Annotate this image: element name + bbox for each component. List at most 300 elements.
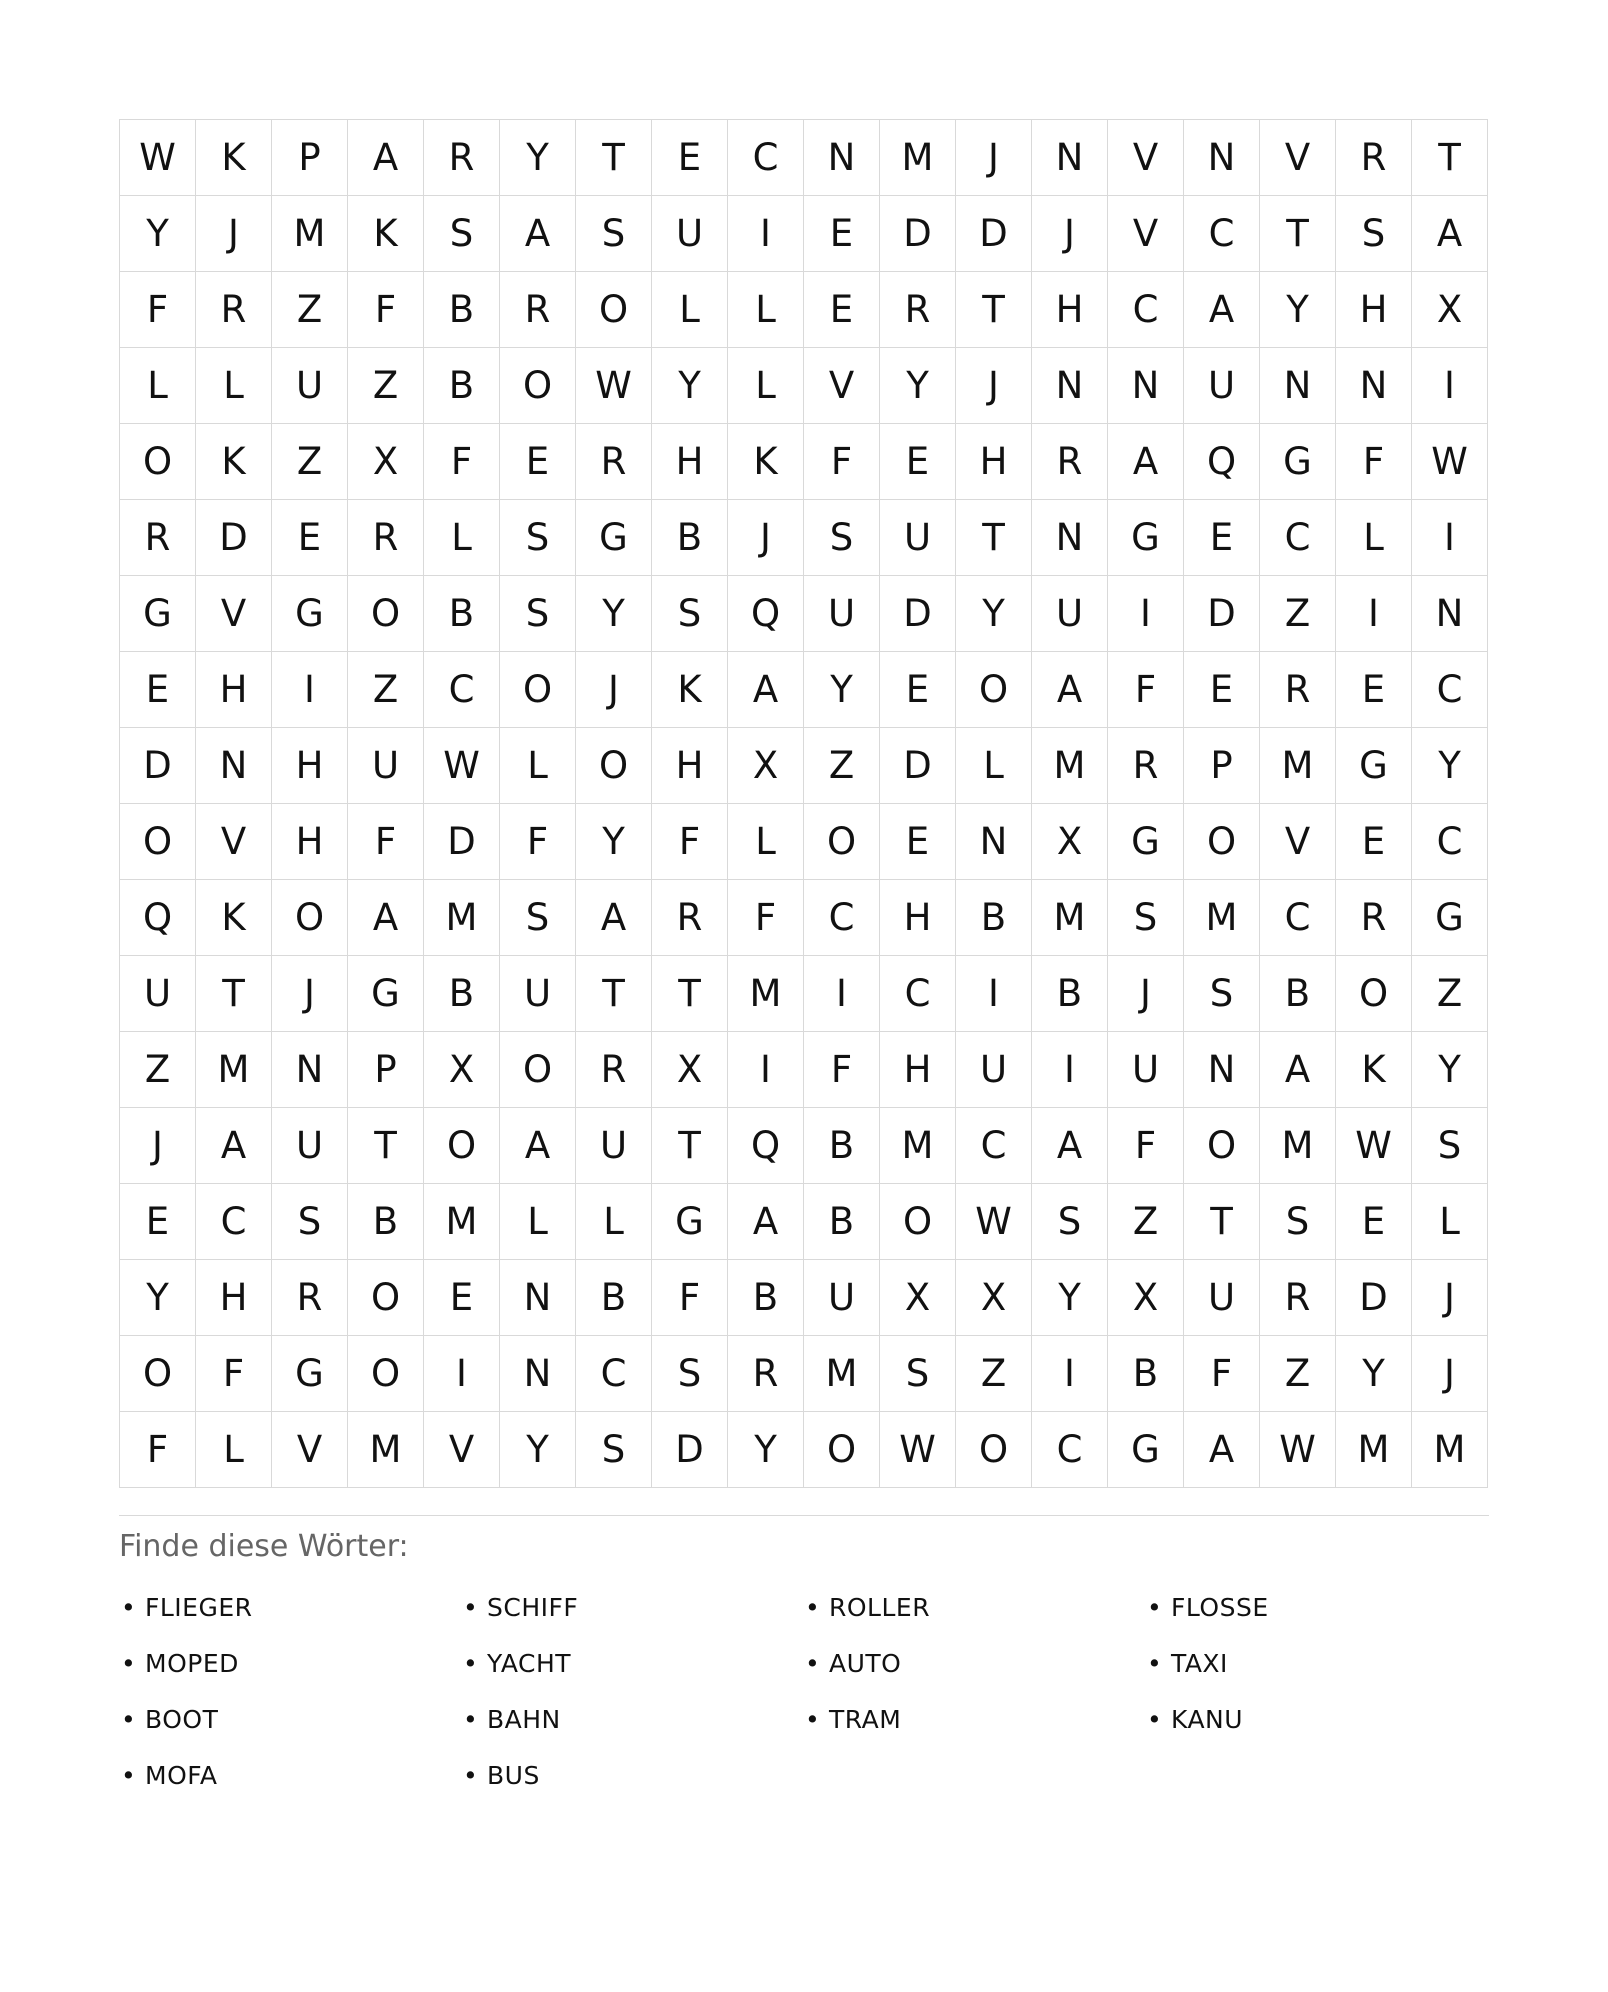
grid-cell[interactable]: S bbox=[424, 196, 500, 272]
grid-cell[interactable]: B bbox=[1032, 956, 1108, 1032]
grid-cell[interactable]: F bbox=[348, 272, 424, 348]
grid-cell[interactable]: M bbox=[348, 1412, 424, 1488]
grid-cell[interactable]: O bbox=[272, 880, 348, 956]
grid-cell[interactable]: C bbox=[1412, 804, 1488, 880]
grid-cell[interactable]: G bbox=[576, 500, 652, 576]
grid-cell[interactable]: Y bbox=[1412, 728, 1488, 804]
grid-cell[interactable]: C bbox=[196, 1184, 272, 1260]
grid-cell[interactable]: A bbox=[1184, 272, 1260, 348]
grid-cell[interactable]: D bbox=[196, 500, 272, 576]
grid-cell[interactable]: B bbox=[728, 1260, 804, 1336]
grid-cell[interactable]: R bbox=[1336, 120, 1412, 196]
grid-cell[interactable]: A bbox=[1260, 1032, 1336, 1108]
grid-cell[interactable]: T bbox=[196, 956, 272, 1032]
grid-cell[interactable]: J bbox=[1412, 1260, 1488, 1336]
grid-cell[interactable]: N bbox=[196, 728, 272, 804]
grid-cell[interactable]: J bbox=[120, 1108, 196, 1184]
grid-cell[interactable]: M bbox=[804, 1336, 880, 1412]
grid-cell[interactable]: Z bbox=[1260, 576, 1336, 652]
grid-cell[interactable]: K bbox=[196, 120, 272, 196]
grid-cell[interactable]: U bbox=[500, 956, 576, 1032]
grid-cell[interactable]: H bbox=[272, 804, 348, 880]
grid-cell[interactable]: R bbox=[196, 272, 272, 348]
grid-cell[interactable]: X bbox=[1032, 804, 1108, 880]
grid-cell[interactable]: Z bbox=[1108, 1184, 1184, 1260]
grid-cell[interactable]: F bbox=[1108, 1108, 1184, 1184]
grid-cell[interactable]: R bbox=[348, 500, 424, 576]
grid-cell[interactable]: O bbox=[500, 348, 576, 424]
grid-cell[interactable]: U bbox=[1108, 1032, 1184, 1108]
grid-cell[interactable]: F bbox=[728, 880, 804, 956]
grid-cell[interactable]: N bbox=[1336, 348, 1412, 424]
grid-cell[interactable]: D bbox=[956, 196, 1032, 272]
grid-cell[interactable]: X bbox=[1412, 272, 1488, 348]
grid-cell[interactable]: O bbox=[348, 1260, 424, 1336]
grid-cell[interactable]: K bbox=[728, 424, 804, 500]
grid-cell[interactable]: F bbox=[196, 1336, 272, 1412]
grid-cell[interactable]: S bbox=[576, 1412, 652, 1488]
grid-cell[interactable]: Y bbox=[956, 576, 1032, 652]
grid-cell[interactable]: A bbox=[1412, 196, 1488, 272]
grid-cell[interactable]: H bbox=[196, 652, 272, 728]
grid-cell[interactable]: R bbox=[272, 1260, 348, 1336]
grid-cell[interactable]: M bbox=[1260, 728, 1336, 804]
grid-cell[interactable]: M bbox=[880, 120, 956, 196]
grid-cell[interactable]: O bbox=[1336, 956, 1412, 1032]
grid-cell[interactable]: U bbox=[804, 576, 880, 652]
grid-cell[interactable]: M bbox=[1032, 728, 1108, 804]
grid-cell[interactable]: S bbox=[1412, 1108, 1488, 1184]
grid-cell[interactable]: Z bbox=[348, 652, 424, 728]
grid-cell[interactable]: W bbox=[956, 1184, 1032, 1260]
grid-cell[interactable]: N bbox=[1184, 120, 1260, 196]
grid-cell[interactable]: C bbox=[1260, 880, 1336, 956]
grid-cell[interactable]: X bbox=[880, 1260, 956, 1336]
grid-cell[interactable]: R bbox=[728, 1336, 804, 1412]
grid-cell[interactable]: Z bbox=[1412, 956, 1488, 1032]
grid-cell[interactable]: N bbox=[1108, 348, 1184, 424]
grid-cell[interactable]: S bbox=[576, 196, 652, 272]
grid-cell[interactable]: D bbox=[880, 196, 956, 272]
grid-cell[interactable]: L bbox=[728, 272, 804, 348]
grid-cell[interactable]: Y bbox=[576, 804, 652, 880]
grid-cell[interactable]: L bbox=[120, 348, 196, 424]
grid-cell[interactable]: D bbox=[652, 1412, 728, 1488]
grid-cell[interactable]: W bbox=[424, 728, 500, 804]
grid-cell[interactable]: S bbox=[652, 576, 728, 652]
grid-cell[interactable]: J bbox=[576, 652, 652, 728]
grid-cell[interactable]: E bbox=[1336, 804, 1412, 880]
grid-cell[interactable]: Z bbox=[272, 424, 348, 500]
grid-cell[interactable]: O bbox=[348, 1336, 424, 1412]
grid-cell[interactable]: U bbox=[120, 956, 196, 1032]
grid-cell[interactable]: M bbox=[196, 1032, 272, 1108]
grid-cell[interactable]: E bbox=[272, 500, 348, 576]
grid-cell[interactable]: B bbox=[424, 576, 500, 652]
grid-cell[interactable]: M bbox=[1260, 1108, 1336, 1184]
grid-cell[interactable]: E bbox=[880, 804, 956, 880]
grid-cell[interactable]: L bbox=[1412, 1184, 1488, 1260]
grid-cell[interactable]: J bbox=[956, 348, 1032, 424]
grid-cell[interactable]: A bbox=[728, 652, 804, 728]
grid-cell[interactable]: E bbox=[1184, 500, 1260, 576]
grid-cell[interactable]: O bbox=[576, 728, 652, 804]
grid-cell[interactable]: X bbox=[956, 1260, 1032, 1336]
grid-cell[interactable]: O bbox=[804, 1412, 880, 1488]
grid-cell[interactable]: J bbox=[728, 500, 804, 576]
grid-cell[interactable]: M bbox=[880, 1108, 956, 1184]
grid-cell[interactable]: W bbox=[880, 1412, 956, 1488]
grid-cell[interactable]: B bbox=[1108, 1336, 1184, 1412]
grid-cell[interactable]: B bbox=[348, 1184, 424, 1260]
grid-cell[interactable]: Q bbox=[728, 1108, 804, 1184]
grid-cell[interactable]: Z bbox=[804, 728, 880, 804]
grid-cell[interactable]: Y bbox=[880, 348, 956, 424]
grid-cell[interactable]: O bbox=[424, 1108, 500, 1184]
grid-cell[interactable]: W bbox=[120, 120, 196, 196]
grid-cell[interactable]: X bbox=[652, 1032, 728, 1108]
grid-cell[interactable]: M bbox=[1032, 880, 1108, 956]
grid-cell[interactable]: L bbox=[652, 272, 728, 348]
grid-cell[interactable]: A bbox=[500, 1108, 576, 1184]
grid-cell[interactable]: I bbox=[728, 1032, 804, 1108]
grid-cell[interactable]: E bbox=[120, 1184, 196, 1260]
grid-cell[interactable]: K bbox=[196, 424, 272, 500]
grid-cell[interactable]: R bbox=[500, 272, 576, 348]
grid-cell[interactable]: N bbox=[500, 1336, 576, 1412]
grid-cell[interactable]: Y bbox=[576, 576, 652, 652]
grid-cell[interactable]: A bbox=[348, 880, 424, 956]
grid-cell[interactable]: N bbox=[1260, 348, 1336, 424]
grid-cell[interactable]: M bbox=[1336, 1412, 1412, 1488]
grid-cell[interactable]: F bbox=[424, 424, 500, 500]
grid-cell[interactable]: E bbox=[880, 652, 956, 728]
grid-cell[interactable]: H bbox=[1032, 272, 1108, 348]
grid-cell[interactable]: H bbox=[652, 424, 728, 500]
grid-cell[interactable]: W bbox=[576, 348, 652, 424]
grid-cell[interactable]: B bbox=[652, 500, 728, 576]
grid-cell[interactable]: Z bbox=[272, 272, 348, 348]
grid-cell[interactable]: I bbox=[272, 652, 348, 728]
grid-cell[interactable]: O bbox=[120, 1336, 196, 1412]
grid-cell[interactable]: U bbox=[804, 1260, 880, 1336]
grid-cell[interactable]: Y bbox=[728, 1412, 804, 1488]
grid-cell[interactable]: R bbox=[576, 424, 652, 500]
grid-cell[interactable]: X bbox=[348, 424, 424, 500]
grid-cell[interactable]: H bbox=[652, 728, 728, 804]
grid-cell[interactable]: I bbox=[1108, 576, 1184, 652]
grid-cell[interactable]: Q bbox=[1184, 424, 1260, 500]
grid-cell[interactable]: F bbox=[1108, 652, 1184, 728]
grid-cell[interactable]: D bbox=[1336, 1260, 1412, 1336]
grid-cell[interactable]: G bbox=[272, 576, 348, 652]
grid-cell[interactable]: B bbox=[1260, 956, 1336, 1032]
grid-cell[interactable]: M bbox=[1412, 1412, 1488, 1488]
grid-cell[interactable]: N bbox=[1412, 576, 1488, 652]
grid-cell[interactable]: U bbox=[1032, 576, 1108, 652]
grid-cell[interactable]: V bbox=[1108, 196, 1184, 272]
grid-cell[interactable]: N bbox=[956, 804, 1032, 880]
grid-cell[interactable]: E bbox=[880, 424, 956, 500]
grid-cell[interactable]: E bbox=[1184, 652, 1260, 728]
grid-cell[interactable]: I bbox=[1032, 1032, 1108, 1108]
grid-cell[interactable]: C bbox=[1184, 196, 1260, 272]
grid-cell[interactable]: R bbox=[120, 500, 196, 576]
grid-cell[interactable]: A bbox=[728, 1184, 804, 1260]
grid-cell[interactable]: T bbox=[1412, 120, 1488, 196]
grid-cell[interactable]: O bbox=[1184, 1108, 1260, 1184]
grid-cell[interactable]: O bbox=[500, 1032, 576, 1108]
grid-cell[interactable]: T bbox=[348, 1108, 424, 1184]
grid-cell[interactable]: D bbox=[880, 728, 956, 804]
grid-cell[interactable]: A bbox=[348, 120, 424, 196]
grid-cell[interactable]: S bbox=[272, 1184, 348, 1260]
grid-cell[interactable]: L bbox=[500, 728, 576, 804]
grid-cell[interactable]: L bbox=[196, 1412, 272, 1488]
grid-cell[interactable]: S bbox=[1336, 196, 1412, 272]
grid-cell[interactable]: P bbox=[1184, 728, 1260, 804]
grid-cell[interactable]: Y bbox=[120, 1260, 196, 1336]
grid-cell[interactable]: N bbox=[804, 120, 880, 196]
grid-cell[interactable]: N bbox=[1032, 500, 1108, 576]
grid-cell[interactable]: V bbox=[1108, 120, 1184, 196]
grid-cell[interactable]: S bbox=[804, 500, 880, 576]
grid-cell[interactable]: S bbox=[652, 1336, 728, 1412]
grid-cell[interactable]: T bbox=[1184, 1184, 1260, 1260]
grid-cell[interactable]: N bbox=[500, 1260, 576, 1336]
grid-cell[interactable]: T bbox=[1260, 196, 1336, 272]
grid-cell[interactable]: U bbox=[880, 500, 956, 576]
grid-cell[interactable]: T bbox=[652, 1108, 728, 1184]
grid-cell[interactable]: L bbox=[576, 1184, 652, 1260]
grid-cell[interactable]: Y bbox=[1260, 272, 1336, 348]
grid-cell[interactable]: V bbox=[196, 576, 272, 652]
grid-cell[interactable]: G bbox=[348, 956, 424, 1032]
grid-cell[interactable]: Y bbox=[1032, 1260, 1108, 1336]
grid-cell[interactable]: T bbox=[956, 272, 1032, 348]
grid-cell[interactable]: B bbox=[804, 1108, 880, 1184]
grid-cell[interactable]: X bbox=[1108, 1260, 1184, 1336]
grid-cell[interactable]: B bbox=[424, 348, 500, 424]
grid-cell[interactable]: D bbox=[120, 728, 196, 804]
grid-cell[interactable]: U bbox=[576, 1108, 652, 1184]
grid-cell[interactable]: F bbox=[804, 424, 880, 500]
grid-cell[interactable]: Y bbox=[652, 348, 728, 424]
grid-cell[interactable]: F bbox=[348, 804, 424, 880]
grid-cell[interactable]: Z bbox=[956, 1336, 1032, 1412]
grid-cell[interactable]: Y bbox=[500, 120, 576, 196]
grid-cell[interactable]: T bbox=[652, 956, 728, 1032]
grid-cell[interactable]: I bbox=[1336, 576, 1412, 652]
grid-cell[interactable]: J bbox=[196, 196, 272, 272]
grid-cell[interactable]: R bbox=[1260, 1260, 1336, 1336]
grid-cell[interactable]: L bbox=[424, 500, 500, 576]
grid-cell[interactable]: V bbox=[804, 348, 880, 424]
grid-cell[interactable]: N bbox=[1032, 120, 1108, 196]
grid-cell[interactable]: G bbox=[1108, 804, 1184, 880]
grid-cell[interactable]: O bbox=[956, 1412, 1032, 1488]
grid-cell[interactable]: N bbox=[1184, 1032, 1260, 1108]
grid-cell[interactable]: R bbox=[1336, 880, 1412, 956]
grid-cell[interactable]: M bbox=[424, 1184, 500, 1260]
grid-cell[interactable]: F bbox=[1336, 424, 1412, 500]
grid-cell[interactable]: C bbox=[1412, 652, 1488, 728]
grid-cell[interactable]: B bbox=[424, 272, 500, 348]
grid-cell[interactable]: U bbox=[1184, 1260, 1260, 1336]
grid-cell[interactable]: O bbox=[956, 652, 1032, 728]
grid-cell[interactable]: I bbox=[424, 1336, 500, 1412]
grid-cell[interactable]: C bbox=[728, 120, 804, 196]
grid-cell[interactable]: A bbox=[500, 196, 576, 272]
grid-cell[interactable]: D bbox=[424, 804, 500, 880]
grid-cell[interactable]: E bbox=[804, 272, 880, 348]
grid-cell[interactable]: S bbox=[1032, 1184, 1108, 1260]
grid-cell[interactable]: W bbox=[1412, 424, 1488, 500]
grid-cell[interactable]: J bbox=[1412, 1336, 1488, 1412]
grid-cell[interactable]: Y bbox=[120, 196, 196, 272]
grid-cell[interactable]: C bbox=[880, 956, 956, 1032]
grid-cell[interactable]: E bbox=[804, 196, 880, 272]
grid-cell[interactable]: U bbox=[956, 1032, 1032, 1108]
grid-cell[interactable]: A bbox=[1108, 424, 1184, 500]
grid-cell[interactable]: Y bbox=[500, 1412, 576, 1488]
grid-cell[interactable]: L bbox=[196, 348, 272, 424]
grid-cell[interactable]: F bbox=[120, 272, 196, 348]
grid-cell[interactable]: F bbox=[652, 804, 728, 880]
grid-cell[interactable]: W bbox=[1336, 1108, 1412, 1184]
grid-cell[interactable]: G bbox=[1108, 500, 1184, 576]
grid-cell[interactable]: U bbox=[272, 348, 348, 424]
grid-cell[interactable]: Y bbox=[1336, 1336, 1412, 1412]
grid-cell[interactable]: L bbox=[500, 1184, 576, 1260]
grid-cell[interactable]: Z bbox=[1260, 1336, 1336, 1412]
grid-cell[interactable]: C bbox=[956, 1108, 1032, 1184]
grid-cell[interactable]: F bbox=[120, 1412, 196, 1488]
grid-cell[interactable]: C bbox=[424, 652, 500, 728]
grid-cell[interactable]: S bbox=[1184, 956, 1260, 1032]
grid-cell[interactable]: A bbox=[1184, 1412, 1260, 1488]
grid-cell[interactable]: V bbox=[196, 804, 272, 880]
grid-cell[interactable]: H bbox=[880, 880, 956, 956]
grid-cell[interactable]: S bbox=[1108, 880, 1184, 956]
grid-cell[interactable]: Y bbox=[1412, 1032, 1488, 1108]
grid-cell[interactable]: D bbox=[1184, 576, 1260, 652]
grid-cell[interactable]: A bbox=[1032, 1108, 1108, 1184]
grid-cell[interactable]: I bbox=[956, 956, 1032, 1032]
grid-cell[interactable]: X bbox=[728, 728, 804, 804]
grid-cell[interactable]: F bbox=[804, 1032, 880, 1108]
grid-cell[interactable]: C bbox=[1260, 500, 1336, 576]
grid-cell[interactable]: R bbox=[652, 880, 728, 956]
grid-cell[interactable]: G bbox=[1412, 880, 1488, 956]
grid-cell[interactable]: H bbox=[880, 1032, 956, 1108]
grid-cell[interactable]: O bbox=[576, 272, 652, 348]
grid-cell[interactable]: U bbox=[1184, 348, 1260, 424]
grid-cell[interactable]: K bbox=[196, 880, 272, 956]
grid-cell[interactable]: R bbox=[1032, 424, 1108, 500]
grid-cell[interactable]: O bbox=[880, 1184, 956, 1260]
grid-cell[interactable]: G bbox=[272, 1336, 348, 1412]
grid-cell[interactable]: O bbox=[804, 804, 880, 880]
grid-cell[interactable]: P bbox=[348, 1032, 424, 1108]
grid-cell[interactable]: U bbox=[272, 1108, 348, 1184]
grid-cell[interactable]: H bbox=[956, 424, 1032, 500]
grid-cell[interactable]: H bbox=[272, 728, 348, 804]
grid-cell[interactable]: S bbox=[880, 1336, 956, 1412]
grid-cell[interactable]: S bbox=[500, 576, 576, 652]
grid-cell[interactable]: K bbox=[348, 196, 424, 272]
grid-cell[interactable]: S bbox=[1260, 1184, 1336, 1260]
grid-cell[interactable]: H bbox=[196, 1260, 272, 1336]
grid-cell[interactable]: I bbox=[1412, 348, 1488, 424]
grid-cell[interactable]: G bbox=[1336, 728, 1412, 804]
grid-cell[interactable]: K bbox=[652, 652, 728, 728]
grid-cell[interactable]: G bbox=[652, 1184, 728, 1260]
grid-cell[interactable]: U bbox=[348, 728, 424, 804]
grid-cell[interactable]: B bbox=[956, 880, 1032, 956]
grid-cell[interactable]: S bbox=[500, 500, 576, 576]
grid-cell[interactable]: O bbox=[348, 576, 424, 652]
grid-cell[interactable]: Q bbox=[120, 880, 196, 956]
grid-cell[interactable]: O bbox=[120, 804, 196, 880]
grid-cell[interactable]: E bbox=[500, 424, 576, 500]
grid-cell[interactable]: J bbox=[1108, 956, 1184, 1032]
grid-cell[interactable]: I bbox=[804, 956, 880, 1032]
grid-cell[interactable]: E bbox=[424, 1260, 500, 1336]
grid-cell[interactable]: V bbox=[1260, 120, 1336, 196]
grid-cell[interactable]: F bbox=[500, 804, 576, 880]
grid-cell[interactable]: C bbox=[576, 1336, 652, 1412]
grid-cell[interactable]: O bbox=[500, 652, 576, 728]
grid-cell[interactable]: M bbox=[1184, 880, 1260, 956]
grid-cell[interactable]: L bbox=[728, 348, 804, 424]
grid-cell[interactable]: T bbox=[576, 120, 652, 196]
grid-cell[interactable]: O bbox=[1184, 804, 1260, 880]
grid-cell[interactable]: U bbox=[652, 196, 728, 272]
grid-cell[interactable]: B bbox=[576, 1260, 652, 1336]
grid-cell[interactable]: G bbox=[120, 576, 196, 652]
grid-cell[interactable]: V bbox=[1260, 804, 1336, 880]
grid-cell[interactable]: F bbox=[1184, 1336, 1260, 1412]
grid-cell[interactable]: R bbox=[424, 120, 500, 196]
grid-cell[interactable]: Z bbox=[348, 348, 424, 424]
grid-cell[interactable]: T bbox=[956, 500, 1032, 576]
grid-cell[interactable]: H bbox=[1336, 272, 1412, 348]
grid-cell[interactable]: P bbox=[272, 120, 348, 196]
grid-cell[interactable]: N bbox=[272, 1032, 348, 1108]
grid-cell[interactable]: R bbox=[1108, 728, 1184, 804]
grid-cell[interactable]: A bbox=[1032, 652, 1108, 728]
grid-cell[interactable]: G bbox=[1108, 1412, 1184, 1488]
grid-cell[interactable]: C bbox=[1032, 1412, 1108, 1488]
grid-cell[interactable]: D bbox=[880, 576, 956, 652]
grid-cell[interactable]: K bbox=[1336, 1032, 1412, 1108]
grid-cell[interactable]: E bbox=[120, 652, 196, 728]
grid-cell[interactable]: T bbox=[576, 956, 652, 1032]
grid-cell[interactable]: Z bbox=[120, 1032, 196, 1108]
grid-cell[interactable]: M bbox=[424, 880, 500, 956]
grid-cell[interactable]: S bbox=[500, 880, 576, 956]
grid-cell[interactable]: E bbox=[1336, 1184, 1412, 1260]
grid-cell[interactable]: J bbox=[1032, 196, 1108, 272]
grid-cell[interactable]: V bbox=[424, 1412, 500, 1488]
grid-cell[interactable]: I bbox=[728, 196, 804, 272]
grid-cell[interactable]: L bbox=[1336, 500, 1412, 576]
grid-cell[interactable]: G bbox=[1260, 424, 1336, 500]
grid-cell[interactable]: Y bbox=[804, 652, 880, 728]
grid-cell[interactable]: I bbox=[1032, 1336, 1108, 1412]
grid-cell[interactable]: W bbox=[1260, 1412, 1336, 1488]
